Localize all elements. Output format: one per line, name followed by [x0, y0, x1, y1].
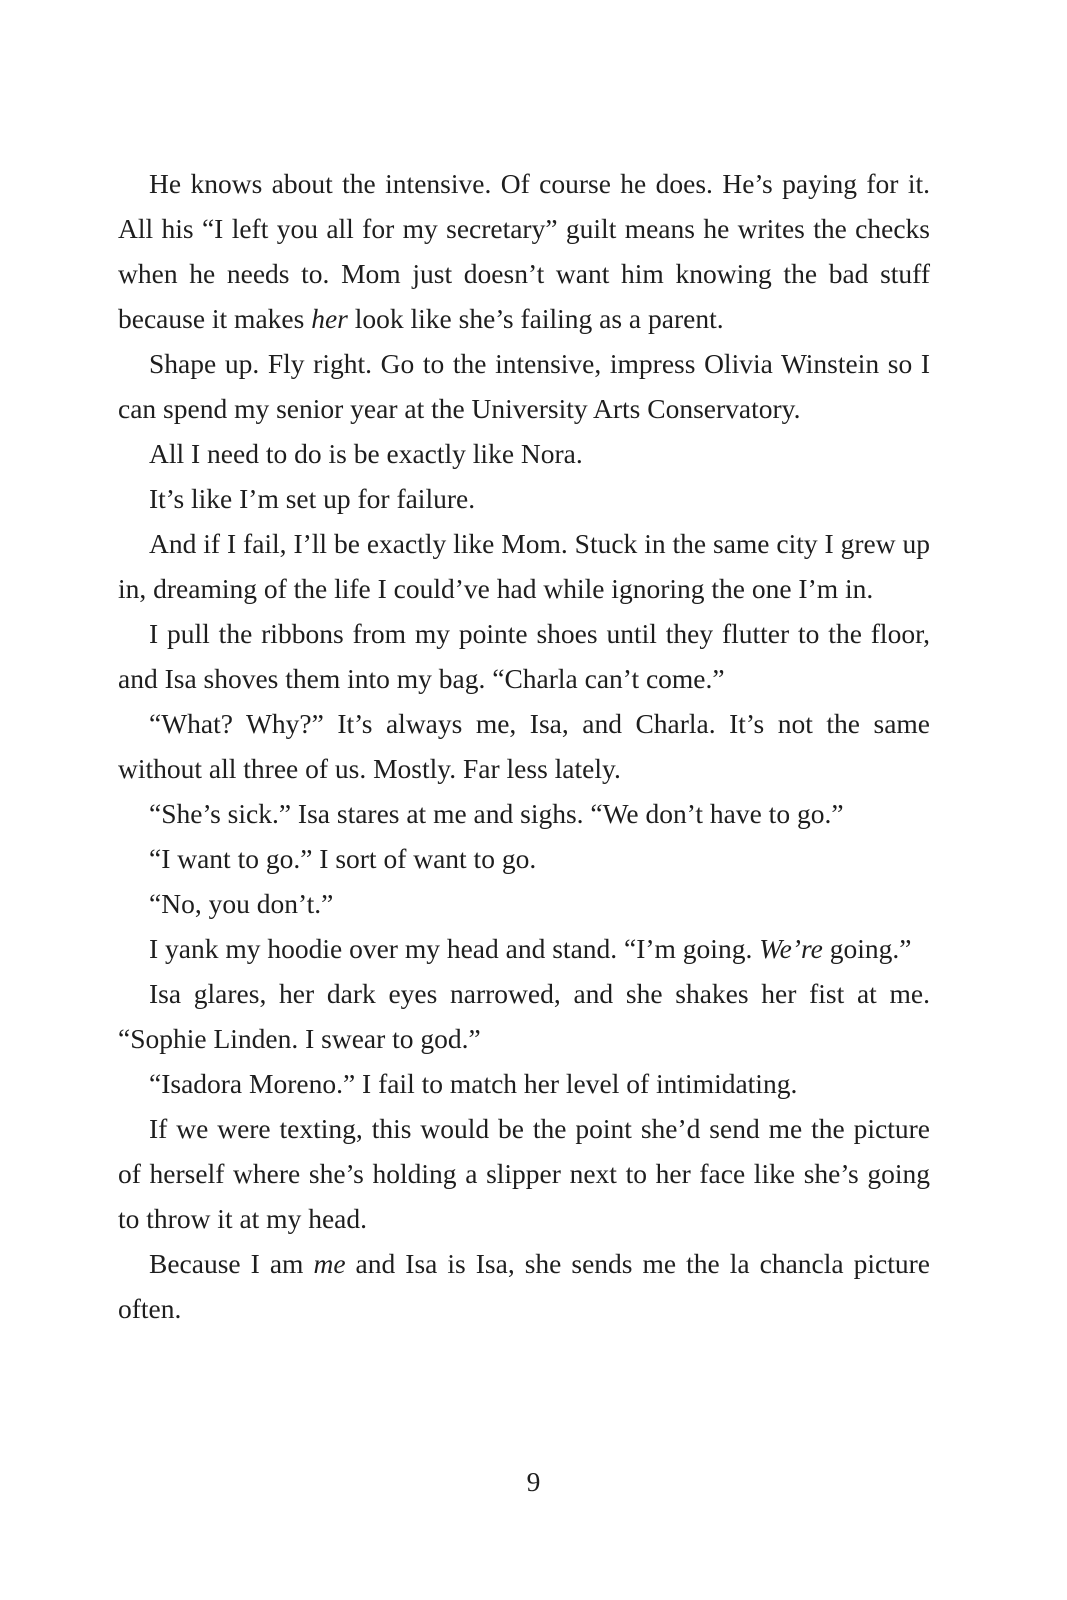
paragraph: Because I am me and Isa is Isa, she sends me the la chancla picture often. [118, 1248, 930, 1324]
emphasis: We’re [759, 933, 823, 964]
paragraph: “She’s sick.” Isa stares at me and sighs. “We don’t have to go.” [149, 798, 844, 829]
emphasis: me [313, 1248, 346, 1279]
paragraph: “No, you don’t.” [149, 888, 334, 919]
paragraph: “What? Why?” It’s always me, Isa, and Charla. It’s not the same without all three of us. Mostly. Far less lately. [118, 708, 930, 784]
paragraph: I pull the ribbons from my pointe shoes until they flutter to the floor, and Isa shoves them into my bag. “Charla can’t come.” [118, 618, 930, 694]
paragraph: “I want to go.” I sort of want to go. [149, 843, 537, 874]
body-text [118, 161, 930, 1331]
paragraph: I yank my hoodie over my head and stand. “I’m going. We’re going.” [149, 933, 912, 964]
paragraph: He knows about the intensive. Of course he does. He’s paying for it. All his “I left you all for my secretary” guilt means he writes the checks when he needs to. Mom just doesn’t want him knowing the bad stuff because it makes her look like she’s failing as a parent. [118, 168, 930, 334]
paragraph: Isa glares, her dark eyes narrowed, and she shakes her fist at me. “Sophie Linden. I swear to god.” [118, 978, 930, 1054]
page-number: 9 [526, 1466, 541, 1497]
paragraph: Shape up. Fly right. Go to the intensive, impress Olivia Winstein so I can spend my senior year at the University Arts Conservatory. [118, 348, 930, 424]
paragraph: “Isadora Moreno.” I fail to match her level of intimidating. [149, 1068, 798, 1099]
paragraph: All I need to do is be exactly like Nora. [149, 438, 583, 469]
paragraph: And if I fail, I’ll be exactly like Mom. Stuck in the same city I grew up in, dreaming of the life I could’ve had while ignoring the one I’m in. [118, 528, 930, 604]
paragraph: If we were texting, this would be the point she’d send me the picture of herself where she’s holding a slipper next to her face like she’s going to throw it at my head. [118, 1113, 930, 1234]
emphasis: her [311, 303, 348, 334]
paragraph: It’s like I’m set up for failure. [149, 483, 476, 514]
